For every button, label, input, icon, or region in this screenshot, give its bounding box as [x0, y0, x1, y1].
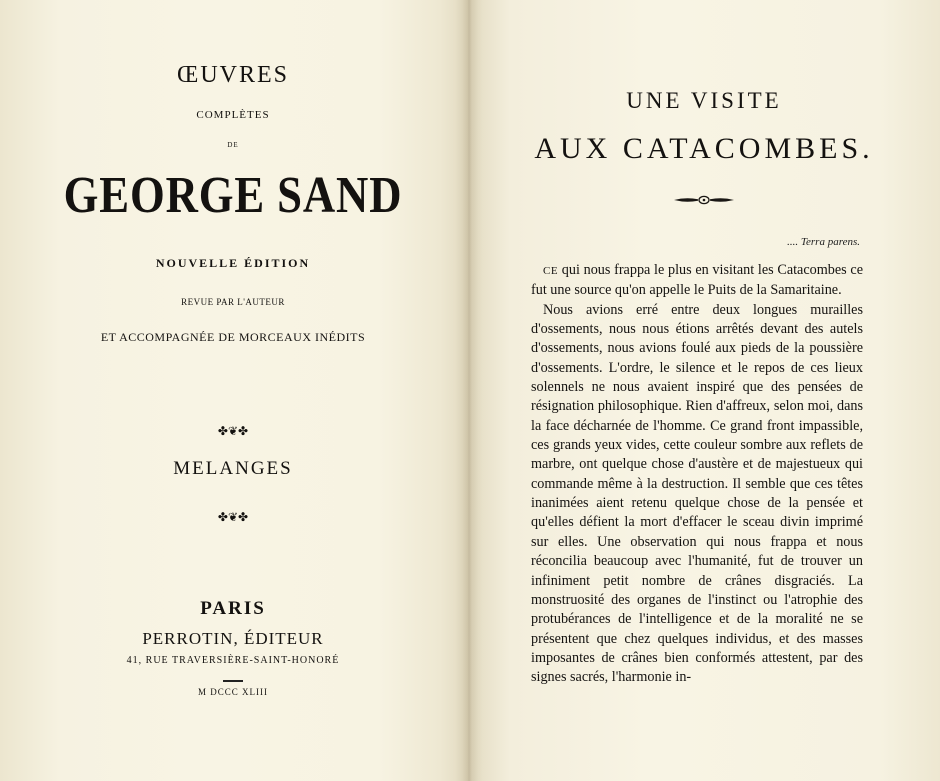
- imprint-publisher: PERROTIN, ÉDITEUR: [142, 629, 324, 648]
- imprint-city: PARIS: [200, 598, 266, 619]
- paragraph: Nous avions erré entre deux longues murailles d'ossements, nous nous étions arrêtés devant des autels d'ossements, nous avions foulé aux pieds de la poussière d'ossements. L'ordre, le silence et le repos de ces lieux solennels ne nous avaient inspiré que des pensées de résignation philosophique. Rien d'affreux, selon moi, dans la face décharnée de l'homme. Ce grand front impassible, ces grands yeux vides, cette couleur sombre aux reflets de marbre, ont quelque chose d'austère et de majestueux qui commande même à la destruction. Il semble que ces têtes inanimées aient retenu quelque chose de la pensée et qu'elles défient la mort d'effacer le sceau divin imprimé sur elles. Une observation qui nous frappa et nous réconcilia beaucoup avec l'humanité, fut de trouver un infiniment petit nombre de crânes disgraciés. La monstruosité des organes de l'instinct ou l'atrophie des protubérances de l'intelligence et de la moralité ne se présentent que chez quelques individus, et des masses imposantes de crânes bien conformés attestent, par des signes sacrés, l'harmonie in-: [531, 301, 863, 686]
- accompanied-line: ET ACCOMPAGNÉE DE MORCEAUX INÉDITS: [100, 330, 366, 344]
- body-text: [531, 261, 863, 688]
- paragraph: [531, 261, 863, 301]
- revised-line: REVUE PAR L'AUTEUR: [181, 297, 285, 307]
- ornamental-divider-icon: [672, 195, 736, 205]
- ornament-bottom: ✤❦✤: [217, 510, 249, 524]
- preposition: DE: [227, 141, 239, 149]
- epigraph: .... Terra parens.: [787, 236, 860, 248]
- author-name: GEORGE SAND: [63, 167, 403, 224]
- imprint-address: 41, RUE TRAVERSIÈRE-SAINT-HONORÉ: [126, 655, 340, 666]
- volume-title: MELANGES: [173, 458, 293, 479]
- series-subtitle: COMPLÈTES: [196, 109, 270, 121]
- text-page: [468, 0, 940, 781]
- imprint-rule: [223, 680, 243, 682]
- series-title: ŒUVRES: [176, 62, 290, 88]
- title-page: [0, 0, 466, 781]
- ornament-top: ✤❦✤: [217, 424, 249, 438]
- drop-lead: CE: [543, 265, 559, 277]
- paragraph-text: qui nous frappa le plus en visitant les Catacombes ce fut une source qu'on appelle le Puits de la Samaritaine.: [531, 262, 863, 299]
- chapter-title-line1: UNE VISITE: [626, 88, 782, 113]
- chapter-title-line2: AUX CATACOMBES.: [534, 132, 874, 165]
- edition-line: NOUVELLE ÉDITION: [155, 256, 311, 270]
- imprint-year: M DCCC XLIII: [198, 687, 268, 697]
